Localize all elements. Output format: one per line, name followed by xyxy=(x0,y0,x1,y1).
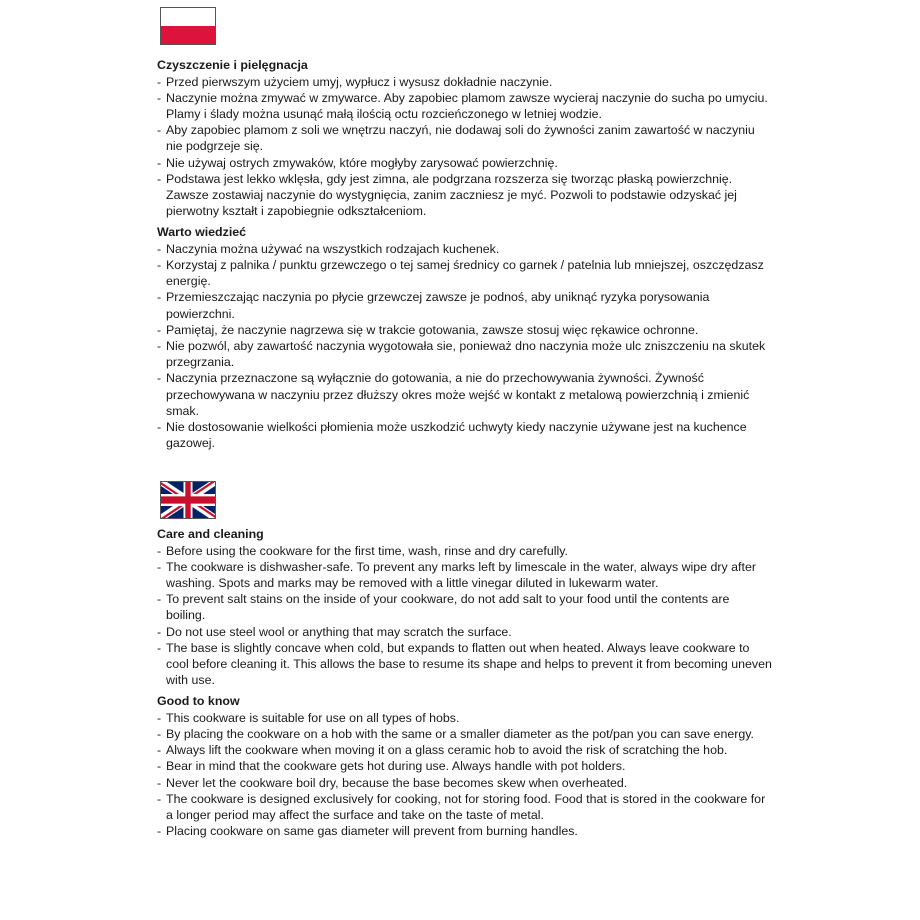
list-item-text: By placing the cookware on a hob with the same or a smaller diameter as the pot/pan you can save energy. xyxy=(166,727,754,742)
list-item-text: Naczynia przeznaczone są wyłącznie do gotowania, a nie do przechowywania żywności. Żywność przechowywana w naczyniu przez dłuższy okres może wejść w kontakt z metalową powierzchnią i zmienić smak. xyxy=(166,371,750,418)
bullet-dash: - xyxy=(157,339,162,354)
list-item-text: The cookware is dishwasher-safe. To prevent any marks left by limescale in the water, always wipe dry after washing. Spots and marks may be removed with a little vinegar diluted in lukewarm water. xyxy=(166,559,756,590)
bullet-dash: - xyxy=(157,759,162,774)
list-item-text: Nie dostosowanie wielkości płomienia może uszkodzić uchwyty kiedy naczynie używane jest na kuchence gazowej. xyxy=(166,420,747,451)
bullet-dash: - xyxy=(157,559,162,574)
heading-good-to-know-pl: Warto wiedzieć xyxy=(157,225,247,240)
polish-flag-icon xyxy=(160,7,216,45)
bullet-dash: - xyxy=(157,258,162,273)
polish-section xyxy=(157,57,772,451)
list-item-text: Naczynie można zmywać w zmywarce. Aby zapobiec plamom zawsze wycieraj naczynie do sucha po umyciu. Plamy i ślady można usunąć małą ilością octu rozcieńczonego w letniej wodzie. xyxy=(166,90,768,121)
bullet-dash: - xyxy=(157,322,162,337)
bullet-dash: - xyxy=(157,290,162,305)
list-item xyxy=(157,74,772,90)
heading-care-cleaning: Care and cleaning xyxy=(157,527,264,541)
bullet-dash: - xyxy=(157,592,162,607)
bullet-dash: - xyxy=(157,743,162,758)
list-item-text: To prevent salt stains on the inside of your cookware, do not add salt to your food until the contents are boiling. xyxy=(166,592,730,623)
list-item xyxy=(157,90,772,122)
bullet-dash: - xyxy=(157,74,162,89)
list-item xyxy=(157,338,772,370)
bullet-dash: - xyxy=(157,123,162,138)
list-cleaning-pl xyxy=(157,74,772,220)
list-item-text: Always lift the cookware when moving it on a glass ceramic hob to avoid the risk of scratching the hob. xyxy=(166,743,728,758)
bullet-dash: - xyxy=(157,775,162,790)
list-item xyxy=(157,171,772,220)
bullet-dash: - xyxy=(157,90,162,105)
list-item xyxy=(157,742,772,758)
list-item-text: Aby zapobiec plamom z soli we wnętrzu naczyń, nie dodawaj soli do żywności zanim zawartość w naczyniu nie podgrzeje się. xyxy=(166,123,755,154)
list-item-text: Przemieszczając naczynia po płycie grzewczej zawsze je podnoś, aby uniknąć ryzyka porysowania powierzchni. xyxy=(166,290,710,321)
bullet-dash: - xyxy=(157,420,162,435)
list-item xyxy=(157,543,772,559)
heading-cleaning-pl: Czyszczenie i pielęgnacja xyxy=(157,58,308,72)
list-item-text: The cookware is designed exclusively for cooking, not for storing food. Food that is stored in the cookware for a longer period may affect the surface and take on the taste of metal. xyxy=(166,791,766,823)
list-item-text: Bear in mind that the cookware gets hot during use. Always handle with pot holders. xyxy=(166,759,626,774)
list-item xyxy=(157,559,772,591)
list-item xyxy=(157,155,772,171)
list-item xyxy=(157,419,772,451)
bullet-dash: - xyxy=(157,710,162,725)
list-item xyxy=(157,122,772,154)
bullet-dash: - xyxy=(157,241,162,256)
list-item-text: Nie pozwól, aby zawartość naczynia wygotowała sie, ponieważ dno naczynia może ulc zniszczeniu na skutek przegrzania. xyxy=(166,339,766,370)
bullet-dash: - xyxy=(157,543,162,558)
list-item-text: Before using the cookware for the first time, wash, rinse and dry carefully. xyxy=(166,543,568,558)
list-item-text: Korzystaj z palnika / punktu grzewczego o tej samej średnicy co garnek / patelnia lub mniejszej, oszczędzasz energię. xyxy=(166,258,764,289)
list-item xyxy=(157,823,772,839)
list-item xyxy=(157,710,772,726)
list-item-text: This cookware is suitable for use on all types of hobs. xyxy=(166,710,460,725)
list-item-text: The base is slightly concave when cold, but expands to flatten out when heated. Always leave cookware to cool before cleaning it. This allows the base to resume its shape and helps to prevent it from becoming uneven with use. xyxy=(166,640,772,688)
list-item xyxy=(157,289,772,321)
list-item xyxy=(157,591,772,623)
bullet-dash: - xyxy=(157,640,162,655)
list-item xyxy=(157,241,772,257)
list-item xyxy=(157,726,772,742)
list-item xyxy=(157,370,772,419)
list-care-cleaning xyxy=(157,543,772,689)
list-item xyxy=(157,791,772,823)
bullet-dash: - xyxy=(157,371,162,386)
list-item xyxy=(157,758,772,774)
list-good-to-know xyxy=(157,710,772,840)
list-item xyxy=(157,257,772,289)
list-item xyxy=(157,322,772,338)
list-item-text: Never let the cookware boil dry, because the base becomes skew when overheated. xyxy=(166,775,628,790)
list-item-text: Pamiętaj, że naczynie nagrzewa się w trakcie gotowania, zawsze stosuj więc rękawice ochronne. xyxy=(166,322,699,337)
list-item-text: Naczynia można używać na wszystkich rodzajach kuchenek. xyxy=(166,241,500,256)
english-section xyxy=(157,526,772,839)
list-item-text: Do not use steel wool or anything that may scratch the surface. xyxy=(166,624,512,639)
list-good-to-know-pl xyxy=(157,241,772,452)
list-item xyxy=(157,640,772,689)
list-item xyxy=(157,624,772,640)
list-item-text: Nie używaj ostrych zmywaków, które mogłyby zarysować powierzchnię. xyxy=(166,155,558,170)
list-item xyxy=(157,775,772,791)
list-item-text: Placing cookware on same gas diameter will prevent from burning handles. xyxy=(166,824,578,839)
uk-flag-icon xyxy=(160,481,216,519)
bullet-dash: - xyxy=(157,171,162,186)
bullet-dash: - xyxy=(157,727,162,742)
bullet-dash: - xyxy=(157,155,162,170)
list-item-text: Podstawa jest lekko wklęsła, gdy jest zimna, ale podgrzana rozszerza się tworząc płaską powierzchnię. Zawsze zostawiaj naczynie do wystygnięcia, zanim zaczniesz je myć. Pozwoli to podstawie odzyskać jej pierwotny kształt i zapobiegnie odkształceniom. xyxy=(166,171,737,219)
bullet-dash: - xyxy=(157,824,162,839)
bullet-dash: - xyxy=(157,791,162,806)
list-item-text: Przed pierwszym użyciem umyj, wypłucz i wysusz dokładnie naczynie. xyxy=(166,74,553,89)
heading-good-to-know: Good to know xyxy=(157,694,240,709)
bullet-dash: - xyxy=(157,624,162,639)
